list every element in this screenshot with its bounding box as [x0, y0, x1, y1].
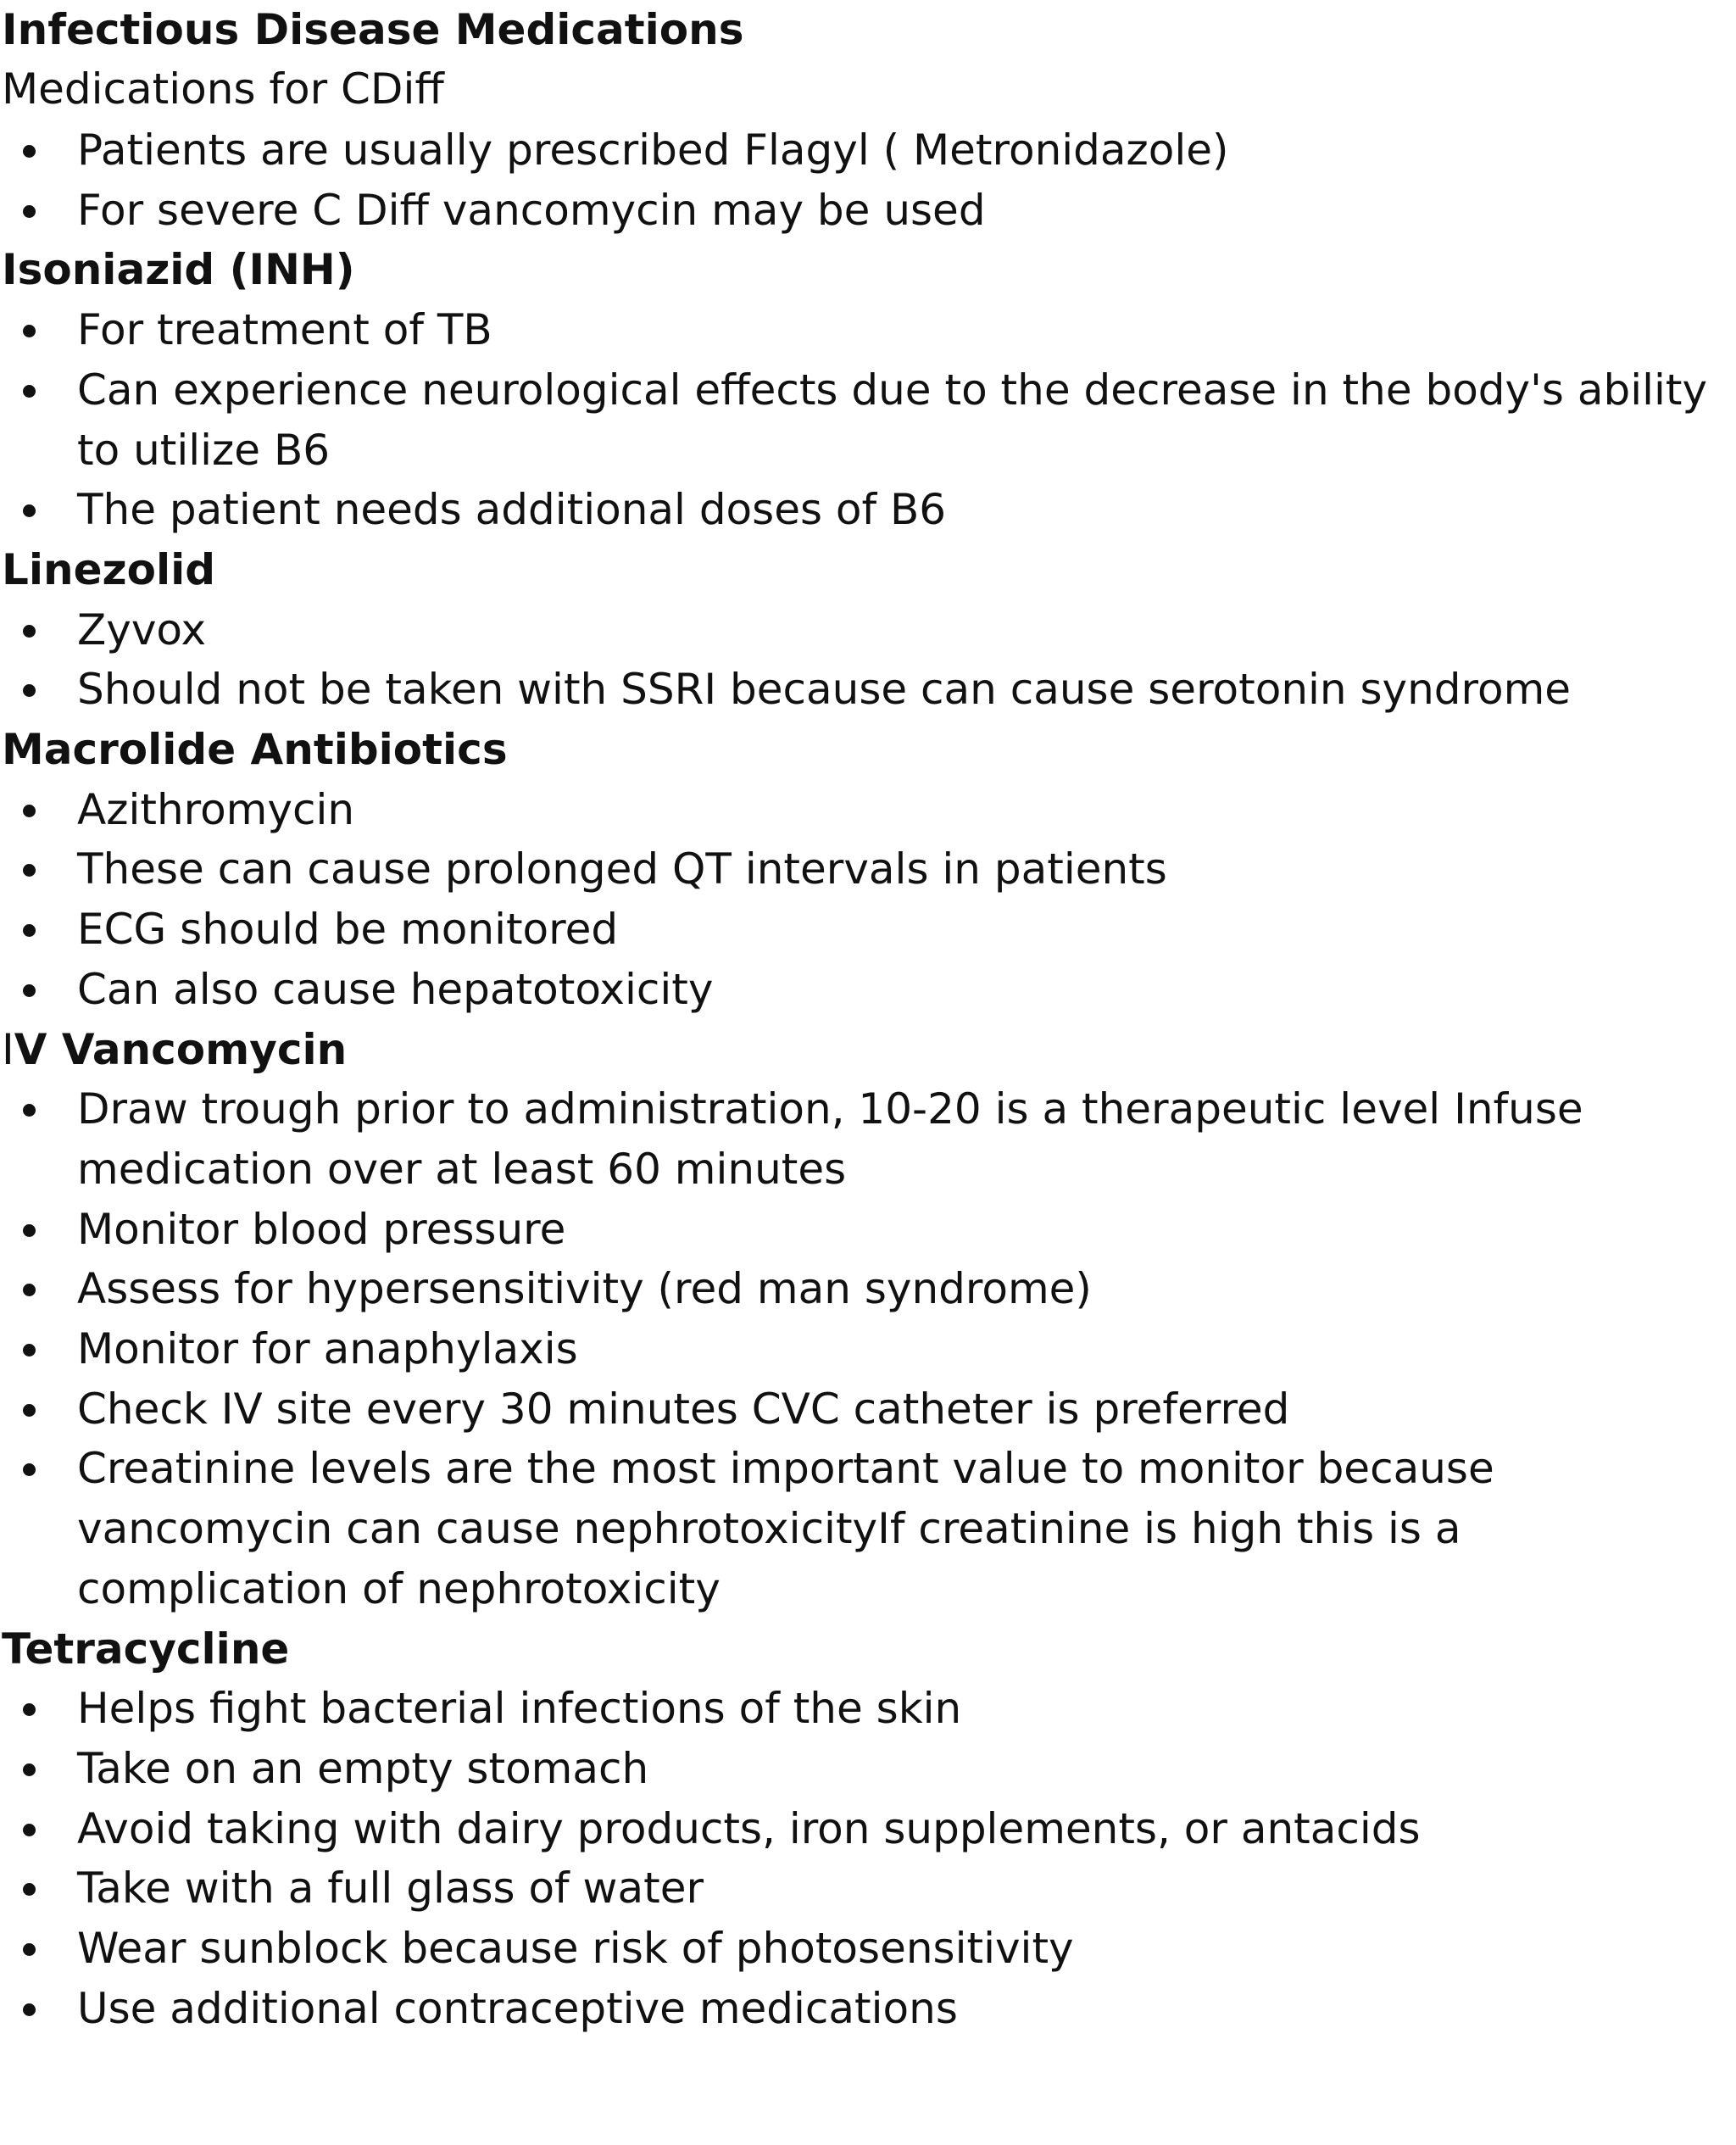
list-item — [2, 1200, 1713, 1260]
heading-prefix: I — [2, 1024, 14, 1074]
cdiff-subtitle: Medications for CDiff — [2, 64, 444, 114]
list-item-text: Draw trough prior to administration, 10-20 is a therapeutic level Infuse medication over at least 60 minutes — [77, 1084, 1583, 1194]
list-item — [2, 120, 1713, 181]
list-item — [2, 839, 1713, 900]
bullet-icon — [23, 1404, 36, 1417]
bullet-icon — [23, 504, 36, 517]
list-item — [2, 1439, 1713, 1618]
list-item — [2, 480, 1713, 540]
list-item — [2, 900, 1713, 960]
bullet-icon — [23, 984, 36, 997]
list-item — [2, 1979, 1713, 2039]
macrolide-list — [2, 780, 1736, 1020]
list-item-text: Take with a full glass of water — [77, 1864, 704, 1914]
bullet-icon — [23, 1284, 36, 1296]
list-item-text: ECG should be monitored — [77, 905, 619, 955]
document-title: Infectious Disease Medications — [2, 5, 744, 54]
bullet-icon — [23, 684, 36, 697]
list-item — [2, 1919, 1713, 1979]
list-item-text: Wear sunblock because risk of photosensitivity — [77, 1924, 1074, 1974]
isoniazid-list — [2, 300, 1736, 540]
bullet-icon — [23, 1703, 36, 1716]
section-heading-macrolide: Macrolide Antibiotics — [2, 725, 508, 775]
bullet-icon — [23, 625, 36, 638]
bullet-icon — [23, 1344, 36, 1357]
list-item — [2, 780, 1713, 840]
list-item — [2, 660, 1713, 720]
list-item-text: Monitor blood pressure — [77, 1204, 566, 1254]
bullet-icon — [23, 1763, 36, 1776]
section-heading-vancomycin — [2, 1020, 1736, 1080]
list-item-text: Should not be taken with SSRI because can cause serotonin syndrome — [77, 665, 1572, 715]
section-heading-isoniazid: Isoniazid (INH) — [2, 245, 355, 295]
list-item — [2, 960, 1713, 1020]
list-item-text: Zyvox — [77, 604, 207, 655]
list-item — [2, 1259, 1713, 1319]
list-item — [2, 1799, 1713, 1859]
list-item-text: For treatment of TB — [77, 305, 492, 355]
bullet-icon — [23, 805, 36, 817]
bullet-icon — [23, 205, 36, 218]
list-item-text: Monitor for anaphylaxis — [77, 1324, 578, 1374]
list-item-text: Creatinine levels are the most important value to monitor because vancomycin can cause nephrotoxicityIf creatinine is high this is a complication of nephrotoxicity — [77, 1444, 1494, 1613]
list-item-text: These can cause prolonged QT intervals in patients — [77, 844, 1167, 894]
tetracycline-list — [2, 1679, 1736, 2038]
list-item-text: Azithromycin — [77, 784, 355, 834]
bullet-icon — [23, 2003, 36, 2016]
cdiff-list — [2, 120, 1736, 240]
list-item-text: Check IV site every 30 minutes CVC catheter is preferred — [77, 1384, 1290, 1434]
list-item — [2, 1858, 1713, 1919]
list-item — [2, 1319, 1713, 1379]
list-item — [2, 300, 1713, 360]
section-heading-tetracycline: Tetracycline — [2, 1624, 290, 1674]
section-heading-linezolid: Linezolid — [2, 544, 216, 594]
linezolid-list — [2, 600, 1736, 720]
bullet-icon — [23, 1943, 36, 1956]
list-item — [2, 1679, 1713, 1739]
bullet-icon — [23, 325, 36, 337]
bullet-icon — [23, 1104, 36, 1117]
bullet-icon — [23, 1824, 36, 1836]
list-item-text: Can experience neurological effects due to the decrease in the body's ability to utilize B6 — [77, 365, 1708, 475]
bullet-icon — [23, 924, 36, 937]
list-item-text: Use additional contraceptive medications — [77, 1983, 958, 2033]
bullet-icon — [23, 385, 36, 398]
vancomycin-list — [2, 1079, 1736, 1618]
list-item — [2, 1739, 1713, 1799]
list-item-text: Assess for hypersensitivity (red man syndrome) — [77, 1264, 1092, 1314]
list-item-text: Helps fight bacterial infections of the skin — [77, 1684, 962, 1734]
bullet-icon — [23, 1224, 36, 1237]
list-item — [2, 181, 1713, 241]
bullet-icon — [23, 864, 36, 877]
list-item — [2, 360, 1713, 480]
bullet-icon — [23, 145, 36, 158]
list-item — [2, 600, 1713, 660]
bullet-icon — [23, 1463, 36, 1476]
list-item — [2, 1079, 1713, 1199]
list-item-text: Take on an empty stomach — [77, 1743, 649, 1793]
bullet-icon — [23, 1883, 36, 1896]
heading-text: V Vancomycin — [14, 1024, 348, 1074]
list-item-text: Patients are usually prescribed Flagyl ( Metronidazole) — [77, 125, 1229, 175]
list-item-text: The patient needs additional doses of B6 — [77, 485, 947, 535]
list-item — [2, 1379, 1713, 1440]
list-item-text: For severe C Diff vancomycin may be used — [77, 185, 986, 235]
list-item-text: Can also cause hepatotoxicity — [77, 964, 714, 1014]
list-item-text: Avoid taking with dairy products, iron supplements, or antacids — [77, 1803, 1421, 1853]
